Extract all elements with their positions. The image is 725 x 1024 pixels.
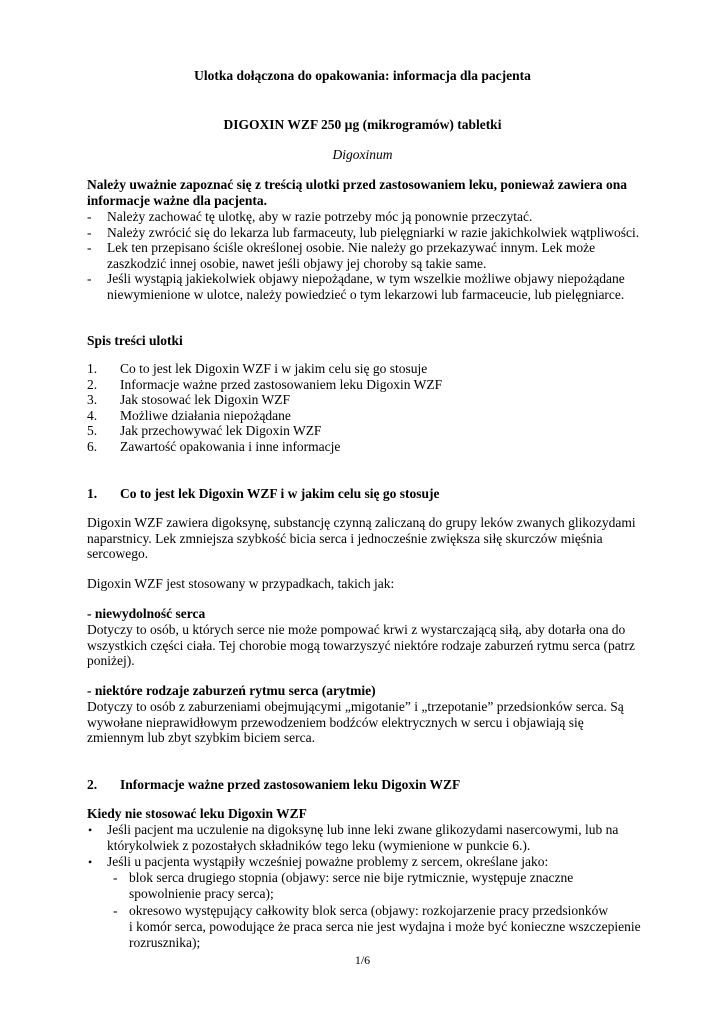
section2-number: 2. bbox=[87, 777, 98, 792]
toc-item: Informacje ważne przed zastosowaniem leku Digoxin WZF bbox=[120, 377, 443, 392]
arrhythmia-heading: - niektóre rodzaje zaburzeń rytmu serca (arytmie) bbox=[87, 683, 376, 698]
warning-heading-line2: informacje ważne dla pacjenta. bbox=[87, 193, 267, 208]
warning-item: Lek ten przepisano ściśle określonej osobie. Nie należy go przekazywać innym. Lek może bbox=[107, 240, 596, 255]
toc-number: 6. bbox=[87, 439, 98, 454]
list-dash: - bbox=[87, 209, 92, 224]
warning-item: Należy zwrócić się do lekarza lub farmaceuty, lub pielęgniarki w razie jakichkolwiek wątpliwości. bbox=[107, 225, 640, 240]
leaflet-title: Ulotka dołączona do opakowania: informacja dla pacjenta bbox=[194, 68, 531, 83]
bullet-icon: • bbox=[88, 855, 93, 869]
section1-para-line: naparstnicy. Lek zmniejsza szybkość bicia serca i jednocześnie zwiększa siłę skurczów mięśnia bbox=[87, 531, 603, 546]
toc-heading: Spis treści ulotki bbox=[87, 333, 183, 348]
warning-item-cont: zaszkodzić innej osobie, nawet jeśli objawy jej choroby są takie same. bbox=[107, 256, 487, 271]
list-dash: - bbox=[87, 225, 92, 240]
arrhythmia-text: zmiennym lub zbyt szybkim biciem serca. bbox=[87, 730, 315, 745]
contraindication-subitem-cont: i komór serca, powodujące że praca serca nie jest wydajna i może być konieczne wszczepienie bbox=[129, 919, 641, 934]
contraindication-item: Jeśli u pacjenta wystąpiły wcześniej poważne problemy z sercem, określane jako: bbox=[107, 854, 549, 869]
arrhythmia-text: Dotyczy to osób z zaburzeniami obejmującymi „migotanie” i „trzepotanie” przedsionków serca. Są bbox=[87, 699, 624, 714]
page-number: 1/6 bbox=[354, 953, 371, 967]
toc-number: 3. bbox=[87, 392, 98, 407]
toc-number: 2. bbox=[87, 377, 98, 392]
section1-para-line: sercowego. bbox=[87, 546, 149, 561]
warning-heading-line1: Należy uważnie zapoznać się z treścią ulotki przed zastosowaniem leku, ponieważ zawiera ona bbox=[87, 177, 628, 192]
heart-failure-text: poniżej). bbox=[87, 653, 135, 668]
toc-item: Co to jest lek Digoxin WZF i w jakim celu się go stosuje bbox=[120, 361, 428, 376]
contraindication-subitem-cont: rozrusznika); bbox=[129, 935, 201, 950]
contraindications-heading: Kiedy nie stosować leku Digoxin WZF bbox=[87, 806, 307, 821]
toc-number: 1. bbox=[87, 361, 98, 376]
sublist-dash: - bbox=[113, 903, 118, 918]
toc-number: 5. bbox=[87, 423, 98, 438]
section1-para-line: Digoxin WZF zawiera digoksynę, substancję czynną zaliczaną do grupy leków zwanych glikozydami bbox=[87, 515, 636, 530]
toc-item: Jak przechowywać lek Digoxin WZF bbox=[120, 423, 322, 438]
sublist-dash: - bbox=[113, 870, 118, 885]
contraindication-subitem-cont: spowolnienie pracy serca); bbox=[129, 886, 274, 901]
heart-failure-text: Dotyczy to osób, u których serce nie może pompować krwi z wystarczającą siłą, aby dotarła ona do bbox=[87, 622, 626, 637]
contraindication-item: Jeśli pacjent ma uczulenie na digoksynę lub inne leki zwane glikozydami nasercowymi, lub na bbox=[107, 822, 619, 837]
contraindication-subitem: okresowo występujący całkowity blok serca (objawy: rozkojarzenie pracy przedsionków bbox=[129, 903, 609, 918]
active-substance: Digoxinum bbox=[332, 147, 393, 162]
product-name: DIGOXIN WZF 250 µg (mikrogramów) tabletki bbox=[223, 117, 502, 132]
toc-item: Możliwe działania niepożądane bbox=[120, 408, 291, 423]
section1-number: 1. bbox=[87, 486, 98, 501]
list-dash: - bbox=[87, 240, 92, 255]
warning-item-cont: niewymienione w ulotce, należy powiedzieć o tym lekarzowi lub farmaceucie, lub pielęgniarce. bbox=[107, 287, 625, 302]
toc-item: Jak stosować lek Digoxin WZF bbox=[120, 392, 290, 407]
section1-intro: Digoxin WZF jest stosowany w przypadkach, takich jak: bbox=[87, 576, 395, 591]
section2-heading: Informacje ważne przed zastosowaniem leku Digoxin WZF bbox=[120, 777, 461, 792]
arrhythmia-text: wywołane nieprawidłowym przewodzeniem bodźców elektrycznych w sercu i objawiają się bbox=[87, 715, 584, 730]
heart-failure-heading: - niewydolność serca bbox=[87, 606, 206, 621]
toc-item: Zawartość opakowania i inne informacje bbox=[120, 439, 341, 454]
warning-item: Należy zachować tę ulotkę, aby w razie potrzeby móc ją ponownie przeczytać. bbox=[107, 209, 533, 224]
contraindication-item-cont: którykolwiek z pozostałych składników tego leku (wymienione w punkcie 6.). bbox=[107, 838, 531, 853]
toc-number: 4. bbox=[87, 408, 98, 423]
bullet-icon: • bbox=[88, 823, 93, 837]
heart-failure-text: wszystkich części ciała. Tej chorobie mogą towarzyszyć niektóre rodzaje zaburzeń rytmu serca (patrz bbox=[87, 638, 635, 653]
list-dash: - bbox=[87, 271, 92, 286]
warning-item: Jeśli wystąpią jakiekolwiek objawy niepożądane, w tym wszelkie możliwe objawy niepożądane bbox=[107, 271, 625, 286]
section1-heading: Co to jest lek Digoxin WZF i w jakim celu się go stosuje bbox=[120, 486, 440, 501]
contraindication-subitem: blok serca drugiego stopnia (objawy: serce nie bije rytmicznie, występuje znaczne bbox=[129, 870, 574, 885]
